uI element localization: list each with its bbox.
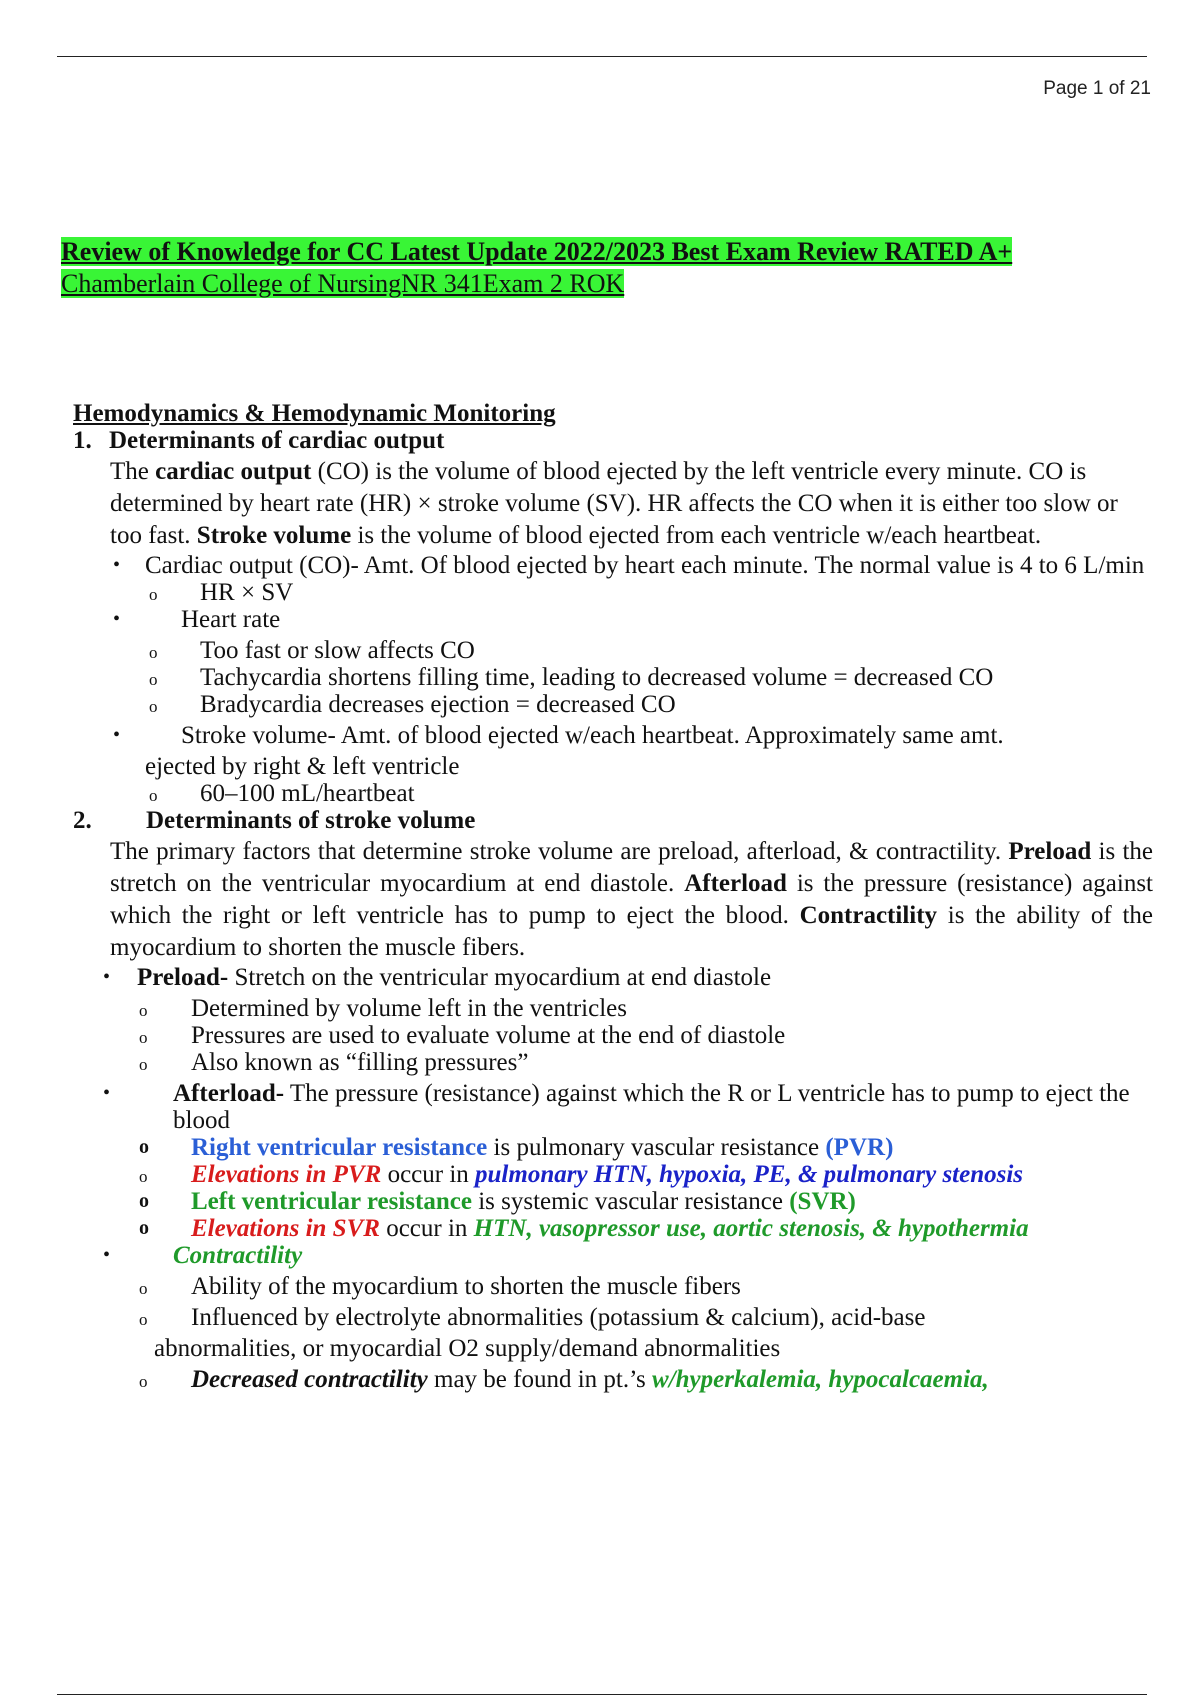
list-item: o Left ventricular resistance is systemic vascular resistance (SVR)	[139, 1188, 856, 1215]
title-line-2: Chamberlain College of NursingNR 341Exam 2 ROK	[61, 269, 625, 298]
circle-marker: o	[149, 786, 158, 805]
title-line-1: Review of Knowledge for CC Latest Update 2022/2023 Best Exam Review RATED A+	[61, 237, 1013, 266]
circle-marker: o	[149, 585, 158, 604]
item-1-title: 1. Determinants of cardiac output	[73, 427, 445, 454]
circle-marker: o	[139, 1372, 148, 1391]
circle-marker: o	[139, 1001, 148, 1020]
circle-marker: o	[149, 670, 158, 689]
circle-marker: o	[139, 1167, 148, 1186]
list-item: o HR × SV	[149, 579, 294, 606]
document-body	[73, 400, 1153, 1393]
section-heading: Hemodynamics & Hemodynamic Monitoring	[73, 400, 556, 427]
header-rule	[57, 56, 1147, 57]
list-item: o Also known as “filling pressures”	[139, 1049, 529, 1076]
list-item: o Tachycardia shortens filling time, leading to decreased volume = decreased CO	[149, 664, 994, 691]
bullet-marker: •	[113, 608, 121, 630]
list-item-continuation: ejected by right & left ventricle	[145, 753, 460, 780]
bullet-marker: •	[103, 1082, 111, 1104]
item-1-paragraph: The cardiac output (CO) is the volume of blood ejected by the left ventricle every minute. CO is determined by heart rate (HR) × stroke volume (SV). HR affects the CO when it is either too slow or too fast. Stroke volume is the volume of blood ejected from each ventricle w/each heartbeat.	[110, 458, 1118, 549]
circle-marker: o	[139, 1028, 148, 1047]
list-item: • Preload- Stretch on the ventricular myocardium at end diastole	[103, 964, 772, 991]
list-item: • Cardiac output (CO)- Amt. Of blood ejected by heart each minute. The normal value is 4 to 6 L/min	[113, 552, 1145, 579]
list-item: o Too fast or slow affects CO	[149, 637, 475, 664]
list-item: o Determined by volume left in the ventricles	[139, 995, 627, 1022]
list-item: • Heart rate	[113, 606, 281, 633]
list-item: • Stroke volume- Amt. of blood ejected w/each heartbeat. Approximately same amt.	[113, 722, 1004, 749]
document-title	[61, 236, 1151, 300]
page-number: Page 1 of 21	[1043, 78, 1151, 99]
list-item: o 60–100 mL/heartbeat	[149, 780, 415, 807]
item-2-paragraph: The primary factors that determine stroke volume are preload, afterload, & contractility. Preload is the stretch on the ventricular myocardium at end diastole. Afterload is the pressure (resistance) against which the right or left ventricle has to pump to eject the blood. Contractility is the ability of the myocardium to shorten the muscle fibers.	[110, 838, 1154, 961]
circle-marker: o	[139, 1279, 148, 1298]
bullet-marker: •	[113, 554, 121, 576]
bullet-marker: •	[103, 966, 111, 988]
list-item: o Ability of the myocardium to shorten the muscle fibers	[139, 1273, 741, 1300]
circle-marker: o	[139, 1136, 149, 1158]
list-item: o Bradycardia decreases ejection = decreased CO	[149, 691, 676, 718]
list-item: o Elevations in SVR occur in HTN, vasopressor use, aortic stenosis, & hypothermia	[139, 1215, 1029, 1242]
list-item: • Contractility	[103, 1242, 303, 1269]
list-item: o Pressures are used to evaluate volume at the end of diastole	[139, 1022, 786, 1049]
list-item: o Right ventricular resistance is pulmonary vascular resistance (PVR)	[139, 1134, 894, 1161]
circle-marker: o	[149, 643, 158, 662]
footer-rule	[57, 1694, 1147, 1695]
item-2-title: 2. Determinants of stroke volume	[73, 807, 476, 834]
list-item: o Influenced by electrolyte abnormalities (potassium & calcium), acid-base	[139, 1304, 926, 1331]
circle-marker: o	[139, 1190, 149, 1212]
list-item: o Elevations in PVR occur in pulmonary HTN, hypoxia, PE, & pulmonary stenosis	[139, 1161, 1024, 1188]
circle-marker: o	[139, 1217, 149, 1239]
bullet-marker: •	[103, 1244, 111, 1266]
list-item: o Decreased contractility may be found in pt.’s w/hyperkalemia, hypocalcaemia,	[139, 1366, 989, 1393]
circle-marker: o	[149, 697, 158, 716]
list-item: • Afterload- The pressure (resistance) against which the R or L ventricle has to pump to eject the blood	[103, 1080, 1130, 1134]
circle-marker: o	[139, 1055, 148, 1074]
circle-marker: o	[139, 1310, 148, 1329]
bullet-marker: •	[113, 724, 121, 746]
list-item-continuation: abnormalities, or myocardial O2 supply/demand abnormalities	[154, 1335, 781, 1362]
